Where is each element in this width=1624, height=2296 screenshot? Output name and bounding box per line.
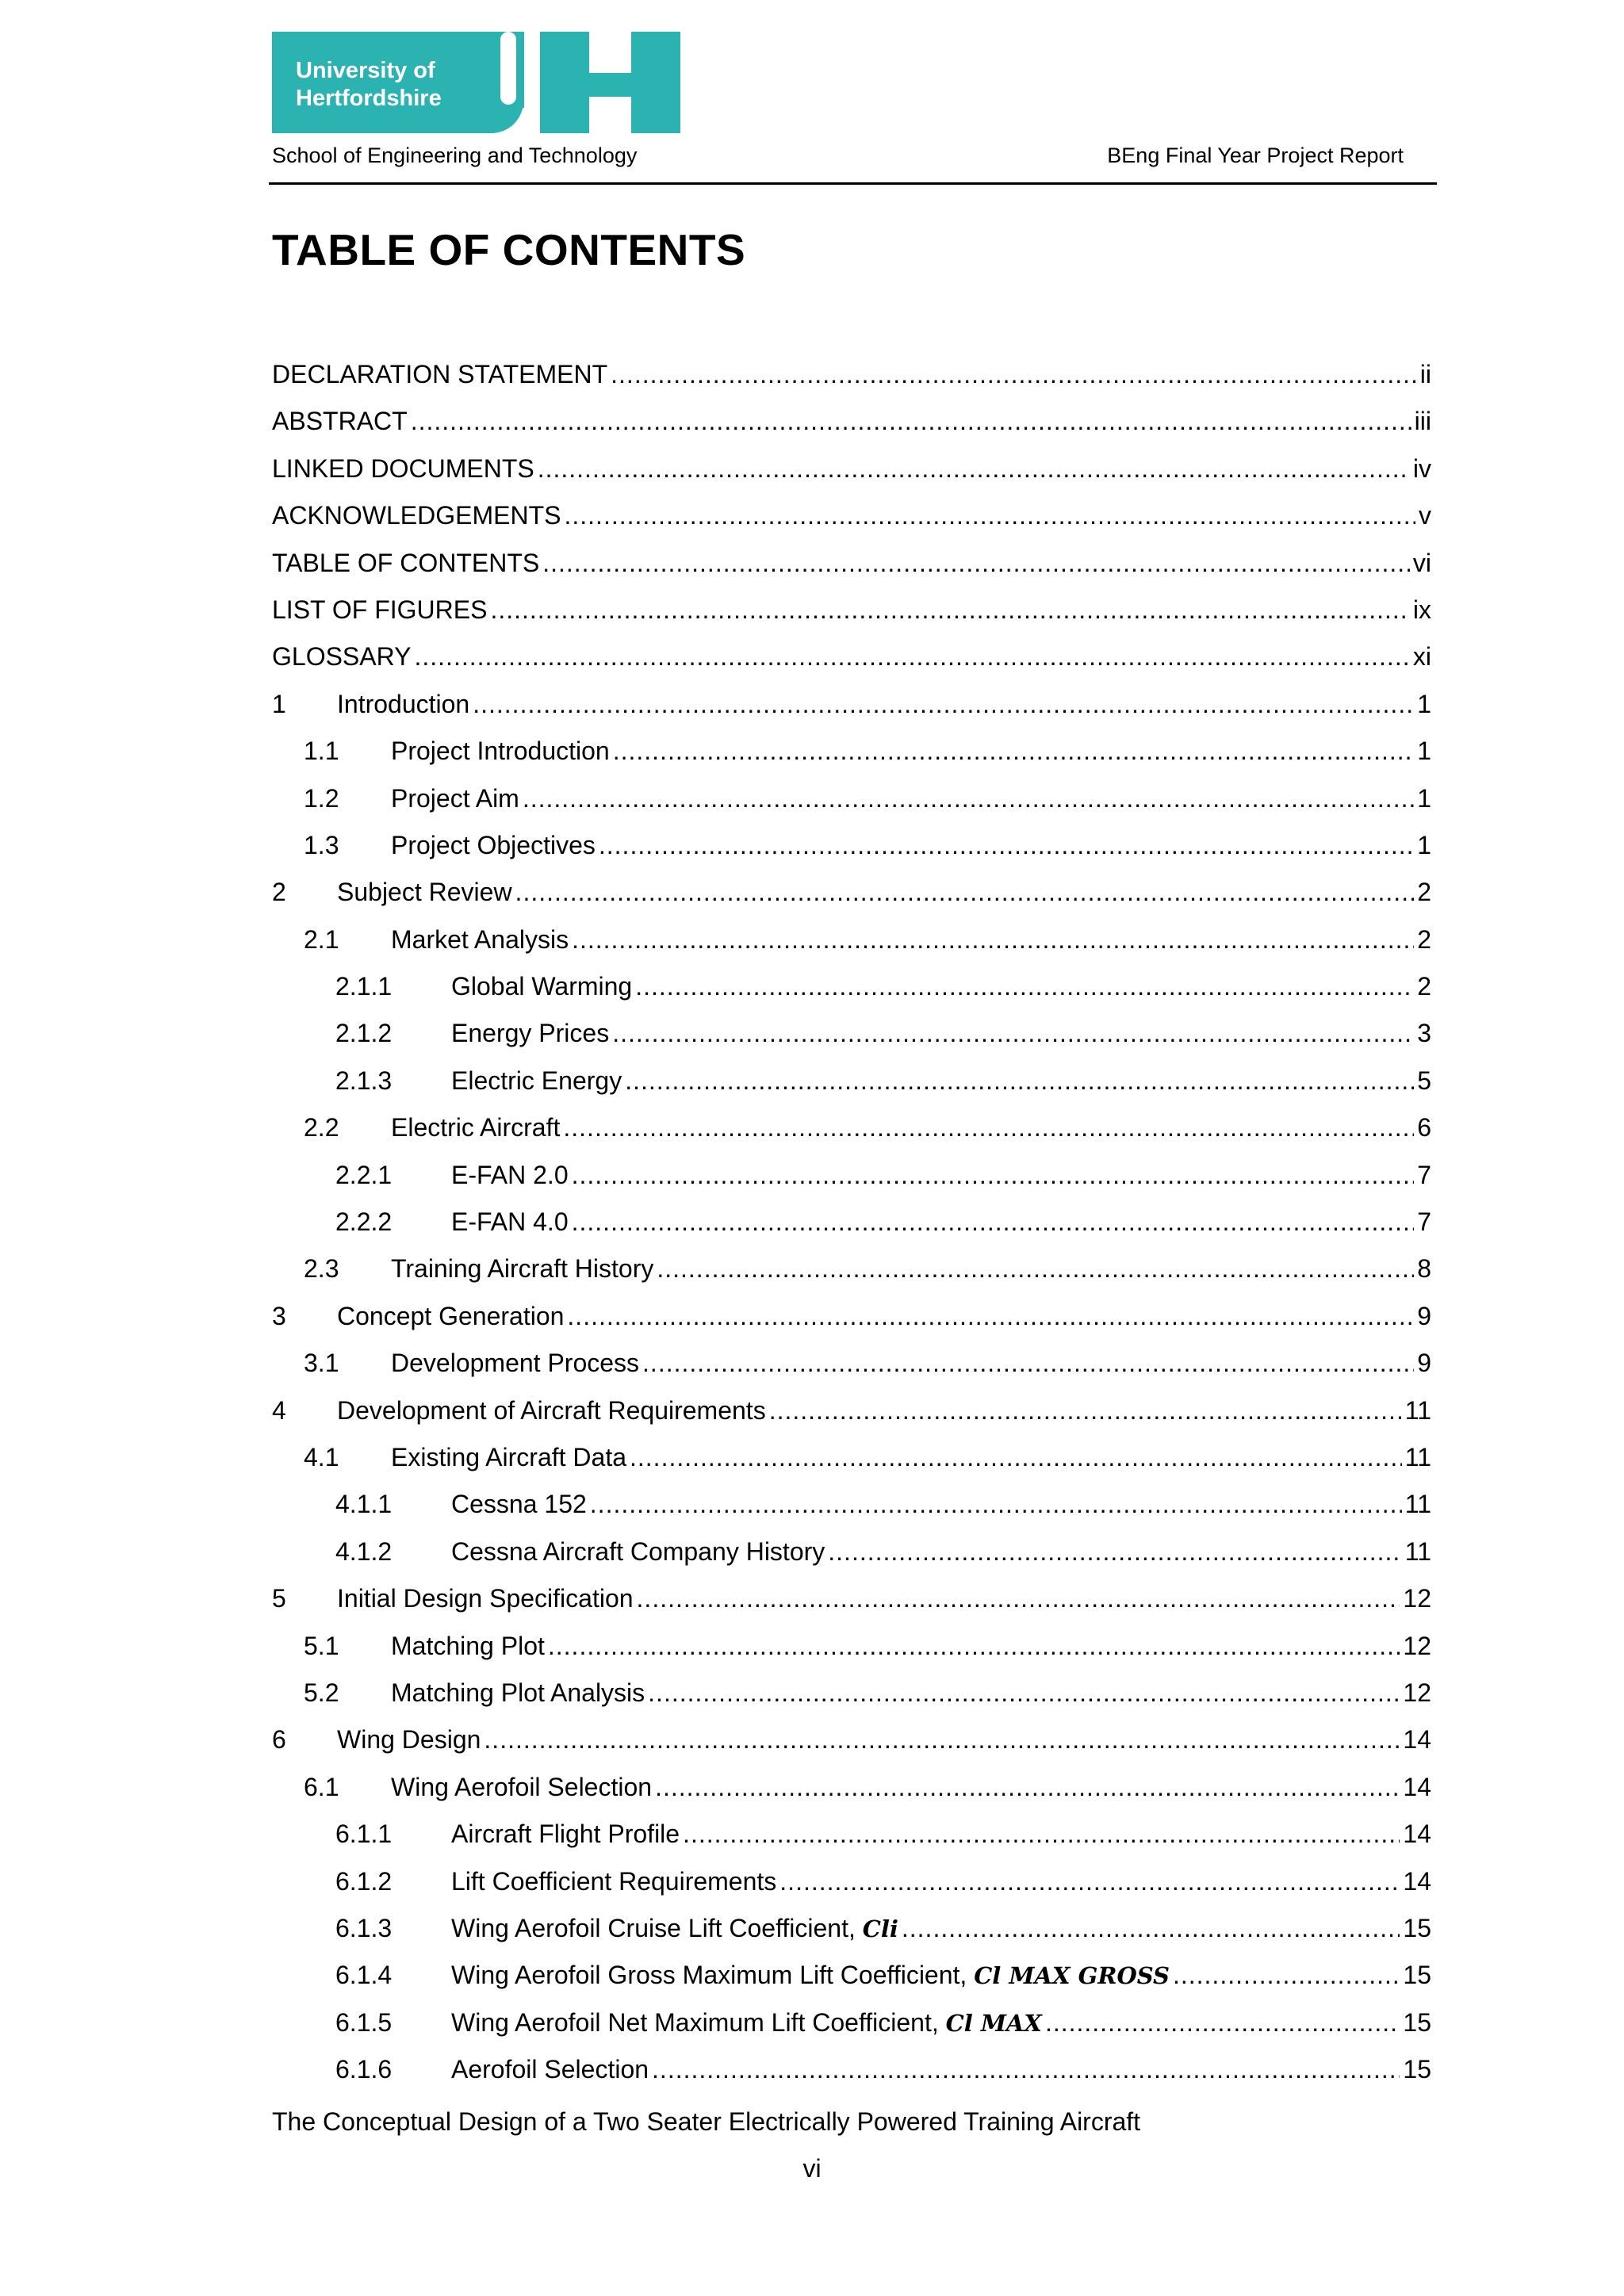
toc-entry-number: 1.1 xyxy=(304,737,339,766)
toc-entry-number: 2.2 xyxy=(304,1113,339,1142)
toc-entry-page: iii xyxy=(1414,407,1431,436)
toc-entry-label-text: Wing Aerofoil Cruise Lift Coefficient, xyxy=(451,1913,863,1942)
toc-entry-page: 2 xyxy=(1417,972,1431,1001)
toc-entry-label-text: Lift Coefficient Requirements xyxy=(451,1866,777,1896)
toc-entry[interactable] xyxy=(272,1575,1431,1622)
toc-entry-label xyxy=(391,1434,626,1481)
toc-entry-label-text: DECLARATION STATEMENT xyxy=(272,360,608,388)
toc-entry-label xyxy=(272,398,408,445)
toc-entry-symbol: Cl MAX GROSS xyxy=(974,1962,1170,1990)
toc-entry-label xyxy=(272,492,561,539)
toc-entry-page: 2 xyxy=(1417,878,1431,907)
toc-entry[interactable] xyxy=(272,1434,1431,1481)
logo-h-left xyxy=(540,32,589,133)
toc-entry[interactable] xyxy=(272,1952,1431,1999)
footer-document-title: The Conceptual Design of a Two Seater Electrically Powered Training Aircraft xyxy=(272,2107,1141,2136)
page-title: TABLE OF CONTENTS xyxy=(272,225,746,274)
toc-dot-leader xyxy=(411,398,1411,445)
toc-entry[interactable] xyxy=(272,1999,1431,2046)
toc-entry-number: 2.2.1 xyxy=(335,1160,393,1189)
toc-entry-label-text: Subject Review xyxy=(337,878,512,907)
toc-dot-leader xyxy=(473,681,1414,728)
toc-entry-label-text: ACKNOWLEDGEMENTS xyxy=(272,501,561,530)
toc-entry-page: 15 xyxy=(1403,2007,1431,2037)
toc-entry-number: 2 xyxy=(272,878,286,907)
toc-entry[interactable] xyxy=(272,681,1431,728)
toc-entry-page: 12 xyxy=(1403,1631,1431,1660)
toc-entry-number: 2.3 xyxy=(304,1254,339,1284)
toc-entry-page: iv xyxy=(1412,453,1431,483)
toc-entry-page: 12 xyxy=(1403,1584,1431,1613)
toc-dot-leader xyxy=(590,1481,1402,1528)
toc-entry-page: 11 xyxy=(1404,1395,1431,1425)
toc-entry-label-text: E-FAN 4.0 xyxy=(451,1207,569,1237)
toc-entry[interactable] xyxy=(272,351,1431,398)
toc-entry[interactable] xyxy=(272,1905,1431,1952)
toc-entry-page: 15 xyxy=(1403,1913,1431,1942)
toc-entry-label xyxy=(272,633,411,680)
toc-dot-leader xyxy=(648,1670,1400,1716)
toc-entry-number: 6.1.4 xyxy=(335,1961,393,1990)
toc-entry[interactable] xyxy=(272,1058,1431,1104)
toc-entry-number: 2.1 xyxy=(304,924,339,954)
toc-entry-label-text: Market Analysis xyxy=(391,924,569,954)
toc-entry-label-text: Global Warming xyxy=(451,972,633,1001)
toc-entry-page: 11 xyxy=(1404,1536,1431,1566)
header-divider xyxy=(269,182,1437,185)
toc-dot-leader xyxy=(652,2046,1400,2093)
toc-entry-label xyxy=(337,1716,481,1763)
toc-entry-page: ii xyxy=(1419,360,1431,388)
toc-entry-label xyxy=(451,1529,825,1575)
toc-entry[interactable] xyxy=(272,2046,1431,2093)
toc-entry[interactable] xyxy=(272,1716,1431,1763)
toc-entry-page: 14 xyxy=(1403,1772,1431,1801)
toc-entry-page: 7 xyxy=(1417,1160,1431,1189)
toc-entry-page: 15 xyxy=(1403,1961,1431,1990)
toc-entry[interactable] xyxy=(272,728,1431,775)
toc-entry-number: 6 xyxy=(272,1725,286,1755)
toc-entry-label xyxy=(451,1152,569,1199)
toc-entry[interactable] xyxy=(272,869,1431,916)
toc-entry[interactable] xyxy=(272,1246,1431,1292)
toc-entry-number: 1.2 xyxy=(304,783,339,813)
toc-entry-page: 1 xyxy=(1417,830,1431,859)
toc-entry[interactable] xyxy=(272,540,1431,587)
toc-entry-label xyxy=(451,2046,649,2093)
toc-dot-leader xyxy=(902,1905,1400,1952)
toc-entry[interactable] xyxy=(272,822,1431,869)
toc-entry-page: 8 xyxy=(1417,1254,1431,1284)
toc-entry-label xyxy=(391,822,596,869)
toc-dot-leader xyxy=(630,1434,1402,1481)
toc-entry[interactable] xyxy=(272,1152,1431,1199)
toc-dot-leader xyxy=(613,728,1415,775)
toc-entry-page: 1 xyxy=(1417,737,1431,766)
toc-entry-page: 11 xyxy=(1404,1490,1431,1519)
toc-entry-number: 2.1.3 xyxy=(335,1066,393,1095)
toc-entry-label xyxy=(272,351,607,398)
toc-entry-label xyxy=(451,1811,680,1858)
toc-dot-leader xyxy=(567,1293,1414,1340)
toc-entry-label xyxy=(337,869,512,916)
toc-entry-number: 3 xyxy=(272,1301,286,1330)
toc-entry[interactable] xyxy=(272,1623,1431,1670)
toc-dot-leader xyxy=(542,540,1410,587)
toc-dot-leader xyxy=(599,822,1414,869)
toc-entry-label-text: Project Aim xyxy=(391,783,519,813)
toc-dot-leader xyxy=(484,1716,1400,1763)
toc-entry[interactable] xyxy=(272,1199,1431,1246)
toc-entry-symbol: Cl MAX xyxy=(945,2009,1042,2037)
page-number: vi xyxy=(802,2154,822,2183)
toc-entry-label xyxy=(451,1999,1042,2047)
toc-entry-label-text: Project Objectives xyxy=(391,830,596,859)
toc-entry-number: 6.1 xyxy=(304,1772,339,1801)
toc-entry-page: xi xyxy=(1412,642,1431,672)
toc-entry-label-text: E-FAN 2.0 xyxy=(451,1160,569,1189)
toc-entry-number: 4.1 xyxy=(304,1442,339,1471)
toc-dot-leader xyxy=(538,446,1410,492)
toc-entry-page: 14 xyxy=(1403,1866,1431,1896)
toc-entry-page: 11 xyxy=(1404,1442,1431,1471)
toc-entry-page: 5 xyxy=(1417,1066,1431,1095)
toc-entry-label xyxy=(391,916,569,963)
toc-entry-page: 1 xyxy=(1417,783,1431,813)
toc-entry-label xyxy=(391,1623,545,1670)
toc-entry-number: 6.1.1 xyxy=(335,1820,393,1849)
toc-entry-page: v xyxy=(1419,501,1431,530)
toc-entry[interactable] xyxy=(272,1764,1431,1811)
toc-entry[interactable] xyxy=(272,1811,1431,1858)
toc-entry-label-text: Wing Design xyxy=(337,1725,481,1755)
toc-dot-leader xyxy=(612,1010,1414,1057)
toc-dot-leader xyxy=(515,869,1415,916)
toc-entry-label-text: Initial Design Specification xyxy=(337,1584,634,1613)
toc-dot-leader xyxy=(769,1387,1402,1434)
toc-entry[interactable] xyxy=(272,1481,1431,1528)
toc-entry-label-text: GLOSSARY xyxy=(272,642,412,672)
toc-entry-page: vi xyxy=(1412,548,1431,577)
toc-entry-label xyxy=(272,540,539,587)
toc-entry[interactable] xyxy=(272,1340,1431,1387)
toc-dot-leader xyxy=(563,1104,1414,1151)
toc-entry-number: 6.1.5 xyxy=(335,2007,393,2037)
toc-dot-leader xyxy=(572,1152,1415,1199)
toc-entry-label xyxy=(337,681,469,728)
toc-entry-label xyxy=(451,1199,569,1246)
toc-entry[interactable] xyxy=(272,1529,1431,1575)
toc-entry-number: 6.1.6 xyxy=(335,2055,393,2084)
toc-entry-label-text: Wing Aerofoil Net Maximum Lift Coefficient, xyxy=(451,2007,946,2037)
toc-dot-leader xyxy=(657,1246,1414,1292)
toc-entry-page: 1 xyxy=(1417,689,1431,718)
toc-dot-leader xyxy=(611,351,1417,398)
toc-entry-number: 6.1.2 xyxy=(335,1866,393,1896)
toc-entry[interactable] xyxy=(272,1293,1431,1340)
toc-entry-label-text: Matching Plot xyxy=(391,1631,545,1660)
toc-entry[interactable] xyxy=(272,587,1431,633)
toc-entry-label xyxy=(391,1340,639,1387)
toc-entry-label-text: Concept Generation xyxy=(337,1301,565,1330)
toc-entry-label-text: Existing Aircraft Data xyxy=(391,1442,626,1471)
toc-entry-label xyxy=(451,1058,622,1104)
toc-entry-label xyxy=(337,1387,766,1434)
toc-dot-leader xyxy=(828,1529,1402,1575)
logo-text-line1: University of xyxy=(296,58,435,83)
toc-entry-number: 3.1 xyxy=(304,1349,339,1378)
toc-entry-page: 6 xyxy=(1417,1113,1431,1142)
toc-entry-label-text: Training Aircraft History xyxy=(391,1254,654,1284)
toc-entry[interactable] xyxy=(272,1858,1431,1905)
header-school: School of Engineering and Technology xyxy=(272,144,638,167)
toc-entry-number: 4.1.2 xyxy=(335,1536,393,1566)
toc-entry-symbol: Cli xyxy=(862,1915,898,1942)
toc-dot-leader xyxy=(637,1575,1400,1622)
logo-h-right xyxy=(631,32,680,133)
toc-dot-leader xyxy=(490,587,1409,633)
toc-entry-page: 9 xyxy=(1417,1349,1431,1378)
toc-entry-label-text: Cessna 152 xyxy=(451,1490,587,1519)
toc-entry[interactable] xyxy=(272,446,1431,492)
toc-entry-page: 15 xyxy=(1403,2055,1431,2084)
toc-entry-label xyxy=(391,1246,653,1292)
toc-entry-label-text: Aircraft Flight Profile xyxy=(451,1820,680,1849)
toc-dot-leader xyxy=(635,963,1414,1010)
toc-entry-label xyxy=(451,1858,776,1905)
toc-entry-label-text: Development Process xyxy=(391,1349,640,1378)
toc-entry[interactable] xyxy=(272,1010,1431,1057)
toc-entry-number: 2.2.2 xyxy=(335,1207,393,1237)
toc-entry-label-text: Cessna Aircraft Company History xyxy=(451,1536,825,1566)
toc-entry-label-text: Project Introduction xyxy=(391,737,610,766)
toc-entry-label-text: Matching Plot Analysis xyxy=(391,1678,645,1707)
toc-dot-leader xyxy=(1045,1999,1400,2046)
toc-entry-number: 4.1.1 xyxy=(335,1490,393,1519)
toc-entry-label xyxy=(391,1670,645,1716)
toc-entry-label xyxy=(337,1293,564,1340)
toc-entry-number: 1.3 xyxy=(304,830,339,859)
toc-entry-number: 5.1 xyxy=(304,1631,339,1660)
toc-dot-leader xyxy=(683,1811,1400,1858)
toc-dot-leader xyxy=(564,492,1415,539)
toc-entry-number: 2.1.1 xyxy=(335,972,393,1001)
toc-entry[interactable] xyxy=(272,1387,1431,1434)
toc-entry-page: ix xyxy=(1412,595,1431,624)
toc-entry-page: 2 xyxy=(1417,924,1431,954)
toc-entry-label-text: TABLE OF CONTENTS xyxy=(272,548,540,577)
toc-entry[interactable] xyxy=(272,1104,1431,1151)
toc-entry-number: 4 xyxy=(272,1395,286,1425)
toc-entry-label-text: LINKED DOCUMENTS xyxy=(272,453,534,483)
toc-entry-label-text: Wing Aerofoil Selection xyxy=(391,1772,653,1801)
toc-entry-label-text: Introduction xyxy=(337,689,470,718)
toc-entry-label-text: Wing Aerofoil Gross Maximum Lift Coefficient, xyxy=(451,1961,975,1990)
toc-entry[interactable] xyxy=(272,398,1431,445)
toc-entry-label xyxy=(451,1010,609,1057)
toc-entry-number: 5.2 xyxy=(304,1678,339,1707)
toc-entry[interactable] xyxy=(272,916,1431,963)
toc-entry[interactable] xyxy=(272,1670,1431,1716)
toc-entry-number: 2.1.2 xyxy=(335,1019,393,1048)
logo-h-bar xyxy=(589,73,631,97)
toc-entry-label-text: Aerofoil Selection xyxy=(451,2055,649,2084)
toc-dot-leader xyxy=(523,775,1414,822)
toc-entry-label xyxy=(391,728,610,775)
toc-entry-page: 14 xyxy=(1403,1725,1431,1755)
toc-entry-label-text: Electric Energy xyxy=(451,1066,622,1095)
toc-entry-label-text: Energy Prices xyxy=(451,1019,610,1048)
toc-dot-leader xyxy=(625,1058,1414,1104)
toc-entry-label xyxy=(451,1481,587,1528)
toc-entry[interactable] xyxy=(272,775,1431,822)
toc-dot-leader xyxy=(572,1199,1415,1246)
toc-entry-page: 7 xyxy=(1417,1207,1431,1237)
toc-entry-label xyxy=(272,446,534,492)
toc-entry-number: 6.1.3 xyxy=(335,1913,393,1942)
toc-entry-label xyxy=(391,1104,560,1151)
toc-dot-leader xyxy=(655,1764,1400,1811)
toc-entry-label xyxy=(337,1575,634,1622)
toc-entry-label-text: LIST OF FIGURES xyxy=(272,595,488,624)
table-of-contents xyxy=(272,351,1431,2093)
toc-entry-page: 3 xyxy=(1417,1019,1431,1048)
toc-entry-page: 9 xyxy=(1417,1301,1431,1330)
toc-entry[interactable] xyxy=(272,633,1431,680)
toc-dot-leader xyxy=(414,633,1409,680)
toc-entry-label xyxy=(391,775,519,822)
toc-entry-label-text: Development of Aircraft Requirements xyxy=(337,1395,766,1425)
toc-entry-page: 14 xyxy=(1403,1820,1431,1849)
toc-entry-number: 5 xyxy=(272,1584,286,1613)
toc-entry-label xyxy=(451,1905,898,1953)
header-report-type: BEng Final Year Project Report xyxy=(1107,144,1404,167)
toc-entry-label xyxy=(391,1764,652,1811)
toc-entry-number: 1 xyxy=(272,689,286,718)
toc-entry-label-text: Electric Aircraft xyxy=(391,1113,561,1142)
toc-dot-leader xyxy=(548,1623,1400,1670)
toc-entry-label xyxy=(451,963,632,1010)
toc-dot-leader xyxy=(572,916,1414,963)
toc-dot-leader xyxy=(642,1340,1414,1387)
toc-dot-leader xyxy=(1173,1952,1400,1999)
logo-text-line2: Hertfordshire xyxy=(296,86,442,111)
toc-entry-page: 12 xyxy=(1403,1678,1431,1707)
toc-entry[interactable] xyxy=(272,963,1431,1010)
toc-entry-label xyxy=(272,587,487,633)
toc-entry[interactable] xyxy=(272,492,1431,539)
university-logo xyxy=(272,32,680,133)
toc-dot-leader xyxy=(779,1858,1400,1905)
toc-entry-label xyxy=(451,1952,1170,1999)
toc-entry-label-text: ABSTRACT xyxy=(272,407,408,436)
